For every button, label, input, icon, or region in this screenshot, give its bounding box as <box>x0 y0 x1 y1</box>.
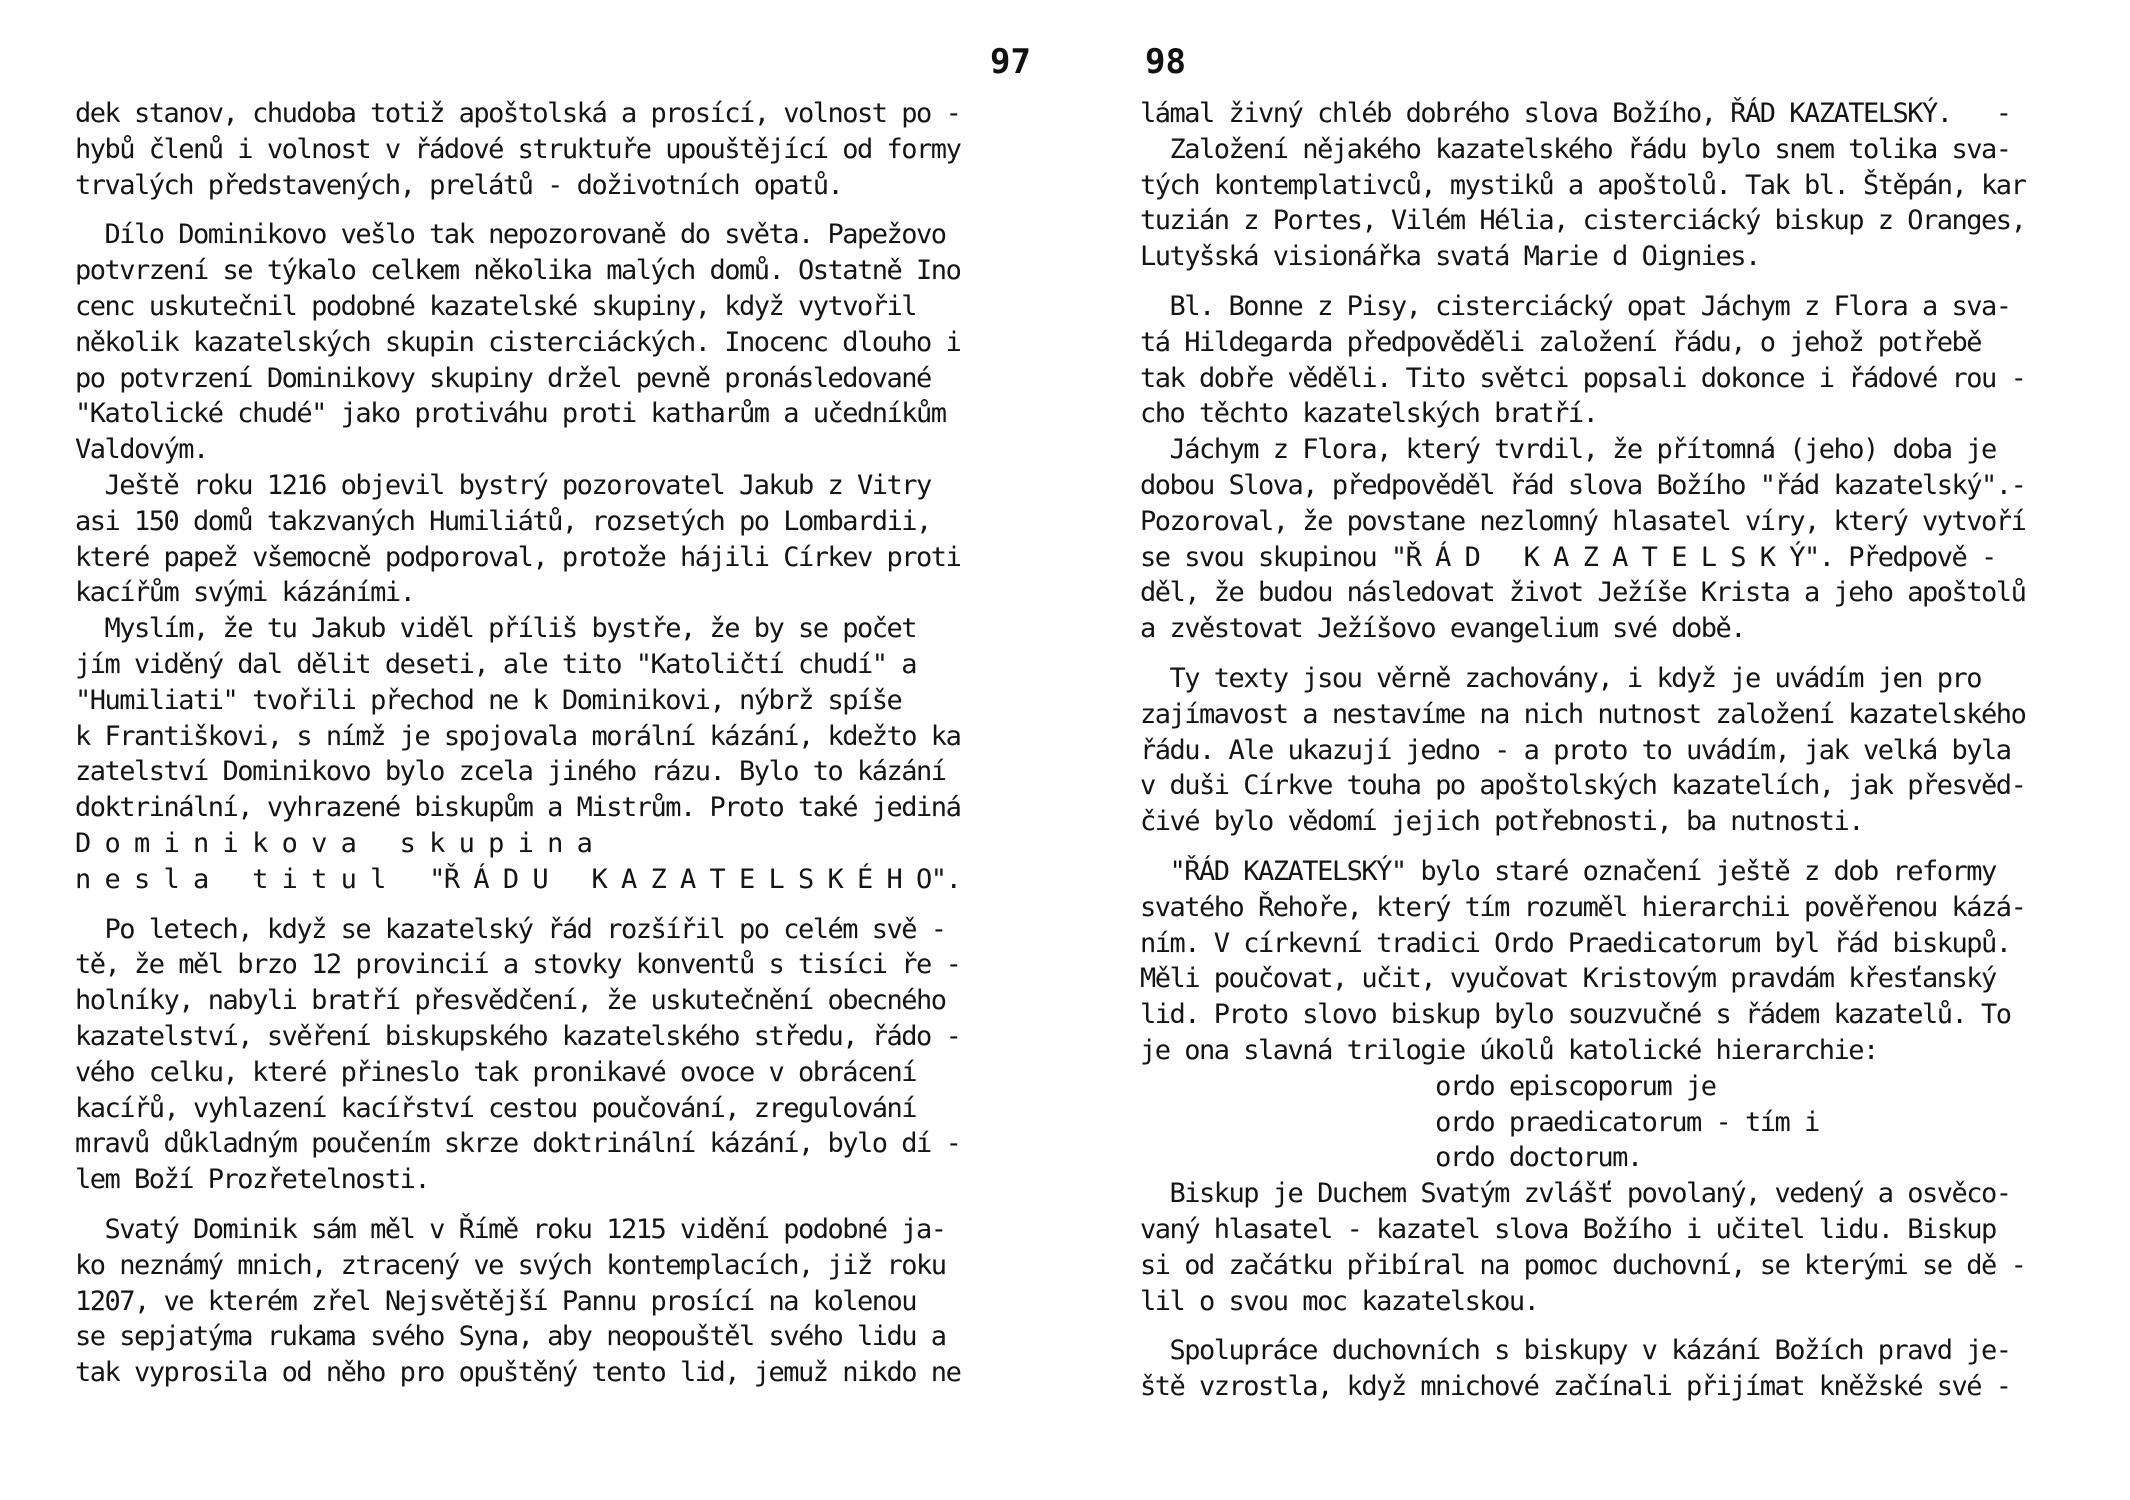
text-line: se svou skupinou "Ř Á D K A Z A T E L S K Ý". Předpově - <box>1140 541 1996 573</box>
page-number: 98 <box>1145 42 1186 82</box>
text-line: doktrinální, vyhrazené biskupům a Mistrům. Proto také jediná <box>75 792 961 824</box>
text-line: Založení nějakého kazatelského řádu bylo snem tolika sva- <box>1140 133 2011 165</box>
text-line: Svatý Dominik sám měl v Římě roku 1215 vidění podobné ja- <box>75 1213 946 1245</box>
text-line: D o m i n i k o v a s k u p i n a <box>75 827 592 859</box>
page-number: 97 <box>990 42 1031 82</box>
text-line: ordo praedicatorum - tím i <box>1140 1106 1819 1138</box>
text-line: kazatelství, svěření biskupského kazatelského středu, řádo - <box>75 1020 961 1052</box>
text-line: k Františkovi, s nímž je spojovala morální kázání, kdežto ka <box>75 720 961 752</box>
paragraph-gap <box>1140 647 2100 661</box>
text-line: zajímavost a nestavíme na nich nutnost založení kazatelského <box>1140 698 2026 730</box>
text-line: tě, že měl brzo 12 provincií a stovky konventů s tisíci ře - <box>75 949 961 981</box>
text-line: tak vyprosila od něho pro opuštěný tento lid, jemuž nikdo ne <box>75 1357 961 1389</box>
text-line: Ty texty jsou věrně zachovány, i když je uvádím jen pro <box>1140 662 1982 694</box>
text-line: vaný hlasatel - kazatel slova Božího i učitel lidu. Biskup <box>1140 1213 1996 1245</box>
text-line: kacířům svými kázáními. <box>75 577 415 609</box>
paragraph-gap <box>75 1198 1035 1212</box>
text-line: a zvěstovat Ježíšovo evangelium své době. <box>1140 613 1745 645</box>
paragraph-gap <box>1140 275 2100 289</box>
text-line: dobou Slova, předpověděl řád slova Božího "řád kazatelský".- <box>1140 469 2026 501</box>
text-line: potvrzení se týkalo celkem několika malých domů. Ostatně Ino <box>75 255 961 287</box>
text-line: tá Hildegarda předpověděli založení řádu, o jehož potřebě <box>1140 326 1982 358</box>
text-line: ordo episcoporum je <box>1140 1070 1716 1102</box>
right-page <box>1065 0 2130 1500</box>
text-line: Po letech, když se kazatelský řád rozšířil po celém svě - <box>75 913 946 945</box>
text-line: Bl. Bonne z Pisy, cisterciácký opat Jáchym z Flora a sva- <box>1140 290 2011 322</box>
paragraph-gap <box>1140 1319 2100 1333</box>
text-line: Dílo Dominikovo vešlo tak nepozorovaně do světa. Papežovo <box>75 219 946 251</box>
text-line: trvalých představených, prelátů - doživotních opatů. <box>75 169 843 201</box>
text-line: lámal živný chléb dobrého slova Božího, ŘÁD KAZATELSKÝ. - <box>1140 98 2011 129</box>
text-line: kacířů, vyhlazení kacířství cestou poučování, zregulování <box>75 1092 917 1124</box>
text-line: 1207, ve kterém zřel Nejsvětější Pannu prosící na kolenou <box>75 1285 917 1317</box>
text-line: Valdovým. <box>75 434 208 466</box>
text-line: několik kazatelských skupin cisterciáckých. Inocenc dlouho i <box>75 326 961 358</box>
text-line: které papež všemocně podporoval, protože hájili Církev proti <box>75 541 961 573</box>
text-line: dek stanov, chudoba totiž apoštolská a prosící, volnost po - <box>75 98 961 129</box>
text-line: řádu. Ale ukazují jedno - a proto to uvádím, jak velká byla <box>1140 734 2011 766</box>
text-line: n e s l a t i t u l "Ř Á D U K A Z A T E L S K É H O". <box>75 863 961 895</box>
text-line: si od začátku přibíral na pomoc duchovní, se kterými se dě - <box>1140 1249 2026 1281</box>
text-line: Myslím, že tu Jakub viděl příliš bystře, že by se počet <box>75 613 917 645</box>
text-line: jím viděný dal dělit deseti, ale tito "Katoličtí chudí" a <box>75 648 917 680</box>
text-line: Jáchym z Flora, který tvrdil, že přítomná (jeho) doba je <box>1140 434 1996 466</box>
text-line: Ještě roku 1216 objevil bystrý pozorovatel Jakub z Vitry <box>75 469 931 501</box>
text-line: svatého Řehoře, který tím rozuměl hierarchii pověřenou kázá- <box>1140 891 2026 923</box>
text-line: se sepjatýma rukama svého Syna, aby neopouštěl svého lidu a <box>75 1321 946 1353</box>
text-line: lil o svou moc kazatelskou. <box>1140 1285 1539 1317</box>
text-line: v duši Církve touha po apoštolských kazatelích, jak přesvěd- <box>1140 770 2026 802</box>
text-line: čivé bylo vědomí jejich potřebnosti, ba nutnosti. <box>1140 806 1864 838</box>
text-line: "Katolické chudé" jako protiváhu proti katharům a učedníkům <box>75 398 946 430</box>
text-line: asi 150 domů takzvaných Humiliátů, rozsetých po Lombardii, <box>75 505 931 537</box>
text-line: po potvrzení Dominikovy skupiny držel pevně pronásledované <box>75 362 931 394</box>
text-line: Měli poučovat, učit, vyučovat Kristovým pravdám křesťanský <box>1140 963 1996 995</box>
text-line: tuzián z Portes, Vilém Hélia, cisterciácký biskup z Oranges, <box>1140 205 2026 237</box>
text-line: ště vzrostla, když mnichové začínali přijímat kněžské své - <box>1140 1371 2011 1403</box>
text-line: děl, že budou následovat život Ježíše Krista a jeho apoštolů <box>1140 577 2026 609</box>
text-line: Spolupráce duchovních s biskupy v kázání Božích pravd je- <box>1140 1335 2011 1367</box>
text-line: ordo doctorum. <box>1140 1142 1642 1174</box>
text-line: holníky, nabyli bratří přesvědčení, že uskutečnění obecného <box>75 985 946 1017</box>
text-line: cenc uskutečnil podobné kazatelské skupiny, když vytvořil <box>75 290 917 322</box>
paragraph-gap <box>1140 840 2100 854</box>
text-line: mravů důkladným poučením skrze doktrinální kázání, bylo dí - <box>75 1128 961 1160</box>
text-line: "ŘÁD KAZATELSKÝ" bylo staré označení ještě z dob reformy <box>1140 855 1996 887</box>
text-line: Biskup je Duchem Svatým zvlášť povolaný, vedený a osvěco- <box>1140 1178 2011 1210</box>
text-line: cho těchto kazatelských bratří. <box>1140 398 1598 430</box>
text-line: tak dobře věděli. Tito světci popsali dokonce i řádové rou - <box>1140 362 2026 394</box>
text-line: Lutyšská visionářka svatá Marie d Oignies. <box>1140 241 1760 273</box>
paragraph-gap <box>75 898 1035 912</box>
text-line: je ona slavná trilogie úkolů katolické hierarchie: <box>1140 1034 1878 1066</box>
text-line: tých kontemplativců, mystiků a apoštolů. Tak bl. Štěpán, kar <box>1140 169 2026 201</box>
text-line: lid. Proto slovo biskup bylo souzvučné s řádem kazatelů. To <box>1140 999 2011 1031</box>
text-line: Pozoroval, že povstane nezlomný hlasatel víry, který vytvoří <box>1140 505 2026 537</box>
text-line: vého celku, které přineslo tak pronikavé ovoce v obrácení <box>75 1056 917 1088</box>
text-line: ko neznámý mnich, ztracený ve svých kontemplacích, již roku <box>75 1249 946 1281</box>
text-line: "Humiliati" tvořili přechod ne k Dominikovi, nýbrž spíše <box>75 684 902 716</box>
page-text <box>75 96 1035 1391</box>
paragraph-gap <box>75 203 1035 217</box>
text-line: hybů členů i volnost v řádové struktuře upouštějící od formy <box>75 133 961 165</box>
text-line: ním. V církevní tradici Ordo Praedicatorum byl řád biskupů. <box>1140 927 2011 959</box>
page-text <box>1140 96 2100 1405</box>
text-line: zatelství Dominikovo bylo zcela jiného rázu. Bylo to kázání <box>75 756 946 788</box>
text-line: lem Boží Prozřetelnosti. <box>75 1164 430 1196</box>
